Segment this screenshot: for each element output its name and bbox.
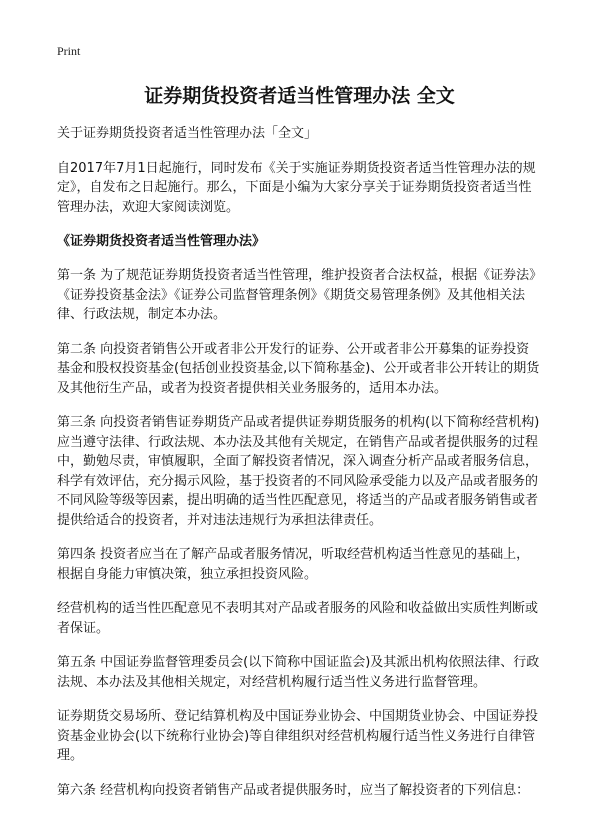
article-1: 第一条 为了规范证券期货投资者适当性管理，维护投资者合法权益，根据《证券法》《证券投资基金法》《证券公司监督管理条例》《期货交易管理条例》及其他相关法律、行政法规，制定本办法。 <box>57 268 536 322</box>
intro-line: 关于证券期货投资者适当性管理办法「全文」 <box>57 126 318 141</box>
page-title: 证券期货投资者适当性管理办法 全文 <box>144 85 455 107</box>
paragraph-intro: 自2017年7月1日起施行，同时发布《关于实施证券期货投资者适当性管理办法的规定》，自发布之日起施行。那么，下面是小编为大家分享关于证券期货投资者适当性管理办法，欢迎大家阅读浏览。 <box>57 160 536 215</box>
section-heading: 《证券期货投资者适当性管理办法》 <box>57 234 266 249</box>
article-4-note: 经营机构的适当性匹配意见不表明其对产品或者服务的风险和收益做出实质性判断或者保证。 <box>57 601 539 636</box>
article-5: 第五条 中国证券监督管理委员会(以下简称中国证监会)及其派出机构依照法律、行政法规、本办法及其他相关规定，对经营机构履行适当性义务进行监督管理。 <box>57 655 540 690</box>
article-6: 第六条 经营机构向投资者销售产品或者提供服务时，应当了解投资者的下列信息： <box>57 782 530 798</box>
article-3: 第三条 向投资者销售证券期货产品或者提供证券期货服务的机构(以下简称经营机构)应当遵守法律、行政法规、本办法及其他有关规定，在销售产品或者提供服务的过程中，勤勉尽责，审慎履职，全面了解投资者情况，深入调查分析产品或者服务信息，科学有效评估，充分揭示风险，基于投资者的不同风险承受能力以及产品或者服务的不同风险等级等因素，提出明确的适当性匹配意见，将适当的产品或者服务销售或者提供给适合的投资者，并对违法违规行为承担法律责任。 <box>57 415 540 528</box>
print-label: Print <box>57 44 81 58</box>
article-4: 第四条 投资者应当在了解产品或者服务情况，听取经营机构适当性意见的基础上，根据自身能力审慎决策，独立承担投资风险。 <box>57 547 530 582</box>
article-2: 第二条 向投资者销售公开或者非公开发行的证券、公开或者非公开募集的证券投资基金和股权投资基金(包括创业投资基金,以下简称基金)、公开或者非公开转让的期货及其他衍生产品，或者为投资者提供相关业务服务的，适用本办法。 <box>57 341 540 396</box>
article-5-self-regulation: 证券期货交易场所、登记结算机构及中国证券业协会、中国期货业协会、中国证券投资基金业协会(以下统称行业协会)等自律组织对经营机构履行适当性义务进行自律管理。 <box>57 709 539 763</box>
